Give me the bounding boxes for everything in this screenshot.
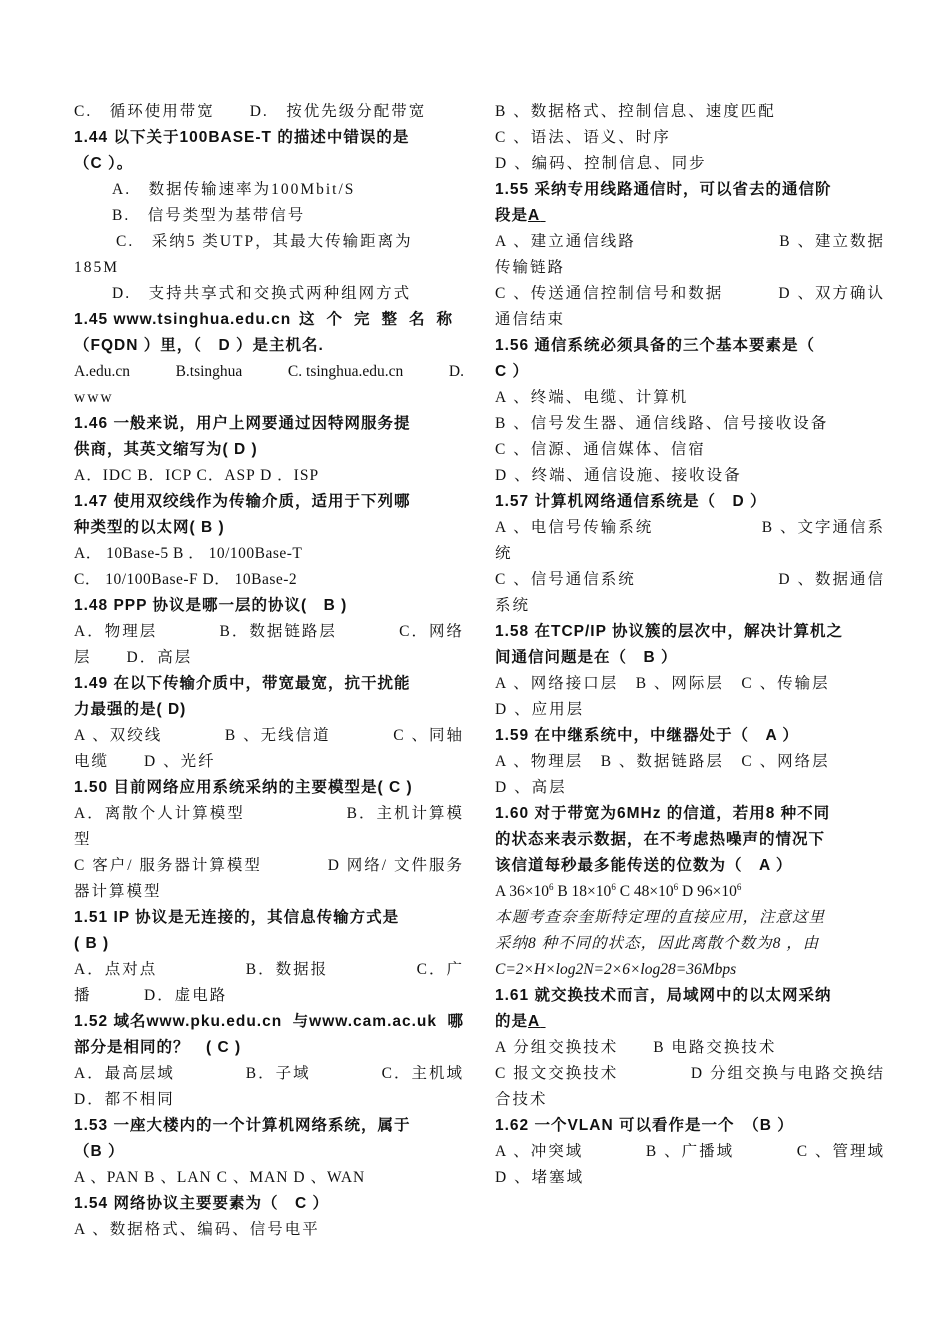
option-line: 185M bbox=[74, 259, 120, 276]
question-1-46: 1.46 一般来说，用户上网要通过因特网服务提 bbox=[74, 415, 411, 432]
question-line: （C ）。 bbox=[74, 155, 134, 172]
option-line: D 、堵塞域 bbox=[495, 1169, 585, 1186]
text-span: C．主机域 bbox=[381, 1065, 464, 1082]
option-line: D．都不相同 bbox=[74, 1091, 175, 1108]
underline-tail bbox=[540, 1013, 545, 1030]
question-1-48: 1.48 PPP 协议是哪一层的协议( B ) bbox=[74, 597, 348, 614]
question-line: 种类型的以太网( B ) bbox=[74, 519, 225, 536]
text-span: B 、建立数据 bbox=[779, 233, 885, 250]
text-span: B 、无线信道 bbox=[224, 727, 331, 744]
option-line: B 、信号发生器、通信线路、信号接收设备 bbox=[495, 415, 829, 432]
question-1-45 bbox=[74, 307, 464, 333]
question-line: C ） bbox=[495, 363, 530, 380]
text-span: 的是 bbox=[495, 1013, 529, 1030]
text-span: C 、传送通信控制信号和数据 bbox=[495, 285, 724, 302]
text-span: A 、双绞线 bbox=[74, 727, 163, 744]
text-span: D 分组交换与电路交换结 bbox=[690, 1065, 885, 1082]
answer-underlined: A bbox=[528, 1013, 541, 1030]
left-column bbox=[74, 99, 464, 1243]
underline-tail bbox=[540, 207, 545, 224]
answer-underlined: A bbox=[528, 207, 541, 224]
option-line: A 、数据格式、编码、信号电平 bbox=[74, 1221, 320, 1238]
text-span: C 、管理域 bbox=[796, 1143, 885, 1160]
option-line: www bbox=[74, 389, 114, 406]
superscript: 6 bbox=[548, 881, 554, 892]
text-span: A．最高层域 bbox=[74, 1065, 175, 1082]
text-span: C 、信号通信系统 bbox=[495, 571, 636, 588]
question-1-58: 1.58 在TCP/IP 协议簇的层次中，解决计算机之 bbox=[495, 623, 843, 640]
option-line bbox=[495, 281, 885, 307]
text-span: B.tsinghua bbox=[175, 363, 243, 380]
text-span: A．离散个人计算模型 bbox=[74, 805, 245, 822]
text-span: A 、冲突域 bbox=[495, 1143, 584, 1160]
option-line bbox=[74, 853, 464, 879]
question-line: 该信道每秒最多能传送的位数为（ A ） bbox=[495, 857, 793, 874]
option-line bbox=[74, 619, 464, 645]
option-line bbox=[495, 567, 885, 593]
option-line bbox=[495, 1139, 885, 1165]
option-line bbox=[495, 229, 885, 255]
option-line: B 、数据格式、控制信息、速度匹配 bbox=[495, 103, 776, 120]
question-1-49: 1.49 在以下传输介质中，带宽最宽，抗干扰能 bbox=[74, 675, 411, 692]
option-line: A 、终端、电缆、计算机 bbox=[495, 389, 689, 406]
text-span: B．数据链路层 bbox=[219, 623, 337, 640]
question-1-44: 1.44 以下关于100BASE-T 的描述中错误的是 bbox=[74, 129, 410, 146]
text-span: 段是 bbox=[495, 207, 529, 224]
text-span: B．主机计算模 bbox=[346, 805, 464, 822]
option-line: 型 bbox=[74, 831, 92, 848]
question-1-60: 1.60 对于带宽为6MHz 的信道，若用8 种不同 bbox=[495, 805, 831, 822]
question-1-55: 1.55 采纳专用线路通信时，可以省去的通信阶 bbox=[495, 181, 832, 198]
text-span: D 网络/ 文件服务 bbox=[327, 857, 464, 874]
option-line: 电缆 D 、光纤 bbox=[74, 753, 216, 770]
text-span: B 18×10 bbox=[557, 883, 612, 900]
text-span: A 、电信号传输系统 bbox=[495, 519, 654, 536]
text-span: C 、同轴 bbox=[393, 727, 464, 744]
text-span: C 客户/ 服务器计算模型 bbox=[74, 857, 262, 874]
question-1-56: 1.56 通信系统必须具备的三个基本要素是（ bbox=[495, 337, 815, 354]
superscript: 6 bbox=[736, 881, 742, 892]
text-span: 这个完整名称 bbox=[298, 311, 464, 328]
option-line: D 、应用层 bbox=[495, 701, 585, 718]
text-span: B 、文字通信系 bbox=[761, 519, 885, 536]
option-line: 器计算模型 bbox=[74, 883, 162, 900]
question-line bbox=[495, 203, 885, 229]
option-line: A 、物理层 B 、数据链路层 C 、网络层 bbox=[495, 753, 830, 770]
question-line: （B ） bbox=[74, 1143, 125, 1160]
option-line: 合技术 bbox=[495, 1091, 548, 1108]
text-span: B 、广播域 bbox=[645, 1143, 735, 1160]
option-line: 通信结束 bbox=[495, 311, 566, 328]
option-line: 系统 bbox=[495, 597, 531, 614]
text-span: D. bbox=[448, 363, 464, 380]
question-1-52 bbox=[74, 1009, 464, 1035]
text-span: B．子域 bbox=[245, 1065, 311, 1082]
option-line: D 、高层 bbox=[495, 779, 567, 796]
option-line: A 、网络接口层 B 、网际层 C 、传输层 bbox=[495, 675, 830, 692]
question-line: 的状态来表示数据，在不考虑热噪声的情况下 bbox=[495, 831, 826, 848]
option-line: D. 支持共享式和交换式两种组网方式 bbox=[112, 285, 412, 302]
option-line: 传输链路 bbox=[495, 259, 566, 276]
text-span: 1.52 域名www.pku.edu.cn bbox=[74, 1013, 283, 1030]
question-1-59: 1.59 在中继系统中，中继器处于（ A ） bbox=[495, 727, 799, 744]
question-line: ( B ) bbox=[74, 935, 110, 952]
question-1-54: 1.54 网络协议主要要素为（ C ） bbox=[74, 1195, 329, 1212]
text-span: C．广 bbox=[416, 961, 464, 978]
text-span: C 48×10 bbox=[619, 883, 674, 900]
explanation-line: C=2×H×log2N=2×6×log28=36Mbps bbox=[495, 961, 737, 978]
question-line: 供商，其英文缩写为( D ) bbox=[74, 441, 258, 458]
text-span: D 96×10 bbox=[682, 883, 737, 900]
question-1-47: 1.47 使用双绞线作为传输介质，适用于下列哪 bbox=[74, 493, 411, 510]
option-line: D 、终端、通信设施、接收设备 bbox=[495, 467, 742, 484]
question-line: 间通信问题是在（ B ） bbox=[495, 649, 678, 666]
option-line: A. 数据传输速率为100Mbit/S bbox=[112, 181, 356, 198]
question-line bbox=[495, 1009, 885, 1035]
option-line bbox=[74, 723, 464, 749]
text-span: C 报文交换技术 bbox=[495, 1065, 619, 1082]
option-line: C 、信源、通信媒体、信宿 bbox=[495, 441, 706, 458]
text-span: A．物理层 bbox=[74, 623, 158, 640]
option-line: D 、编码、控制信息、同步 bbox=[495, 155, 707, 172]
explanation-line: 采纳8 种不同的状态，因此离散个数为8 ，由 bbox=[495, 935, 820, 952]
text-span: C. tsinghua.edu.cn bbox=[287, 363, 404, 380]
option-line bbox=[495, 879, 885, 905]
question-line: （FQDN ）里，（ D ）是主机名. bbox=[74, 337, 324, 354]
question-line: 力最强的是( D) bbox=[74, 701, 187, 718]
text-span: D 、数据通信 bbox=[778, 571, 885, 588]
question-1-62: 1.62 一个VLAN 可以看作是一个 （B ） bbox=[495, 1117, 794, 1134]
right-column bbox=[495, 99, 885, 1191]
question-1-50: 1.50 目前网络应用系统采纳的主要模型是( C ) bbox=[74, 779, 413, 796]
superscript: 6 bbox=[673, 881, 679, 892]
option-line: C. 采纳5 类UTP，其最大传输距离为 bbox=[116, 233, 413, 250]
text-line: C. 循环使用带宽 D. 按优先级分配带宽 bbox=[74, 103, 427, 120]
superscript: 6 bbox=[611, 881, 616, 892]
question-1-61: 1.61 就交换技术而言，局域网中的以太网采纳 bbox=[495, 987, 832, 1004]
option-line: B. 信号类型为基带信号 bbox=[112, 207, 306, 224]
question-1-53: 1.53 一座大楼内的一个计算机网络系统，属于 bbox=[74, 1117, 411, 1134]
option-line bbox=[74, 801, 464, 827]
option-line bbox=[495, 515, 885, 541]
option-line: A． 10Base-5 B ． 10/100Base-T bbox=[74, 545, 303, 562]
text-span: C．网络 bbox=[399, 623, 464, 640]
option-line: C 、语法、语义、时序 bbox=[495, 129, 671, 146]
question-1-57: 1.57 计算机网络通信系统是（ D ） bbox=[495, 493, 767, 510]
option-line bbox=[74, 359, 464, 385]
text-span: A 、建立通信线路 bbox=[495, 233, 636, 250]
option-line: A 、PAN B 、LAN C 、MAN D 、WAN bbox=[74, 1169, 366, 1186]
option-line bbox=[495, 1061, 885, 1087]
question-1-51: 1.51 IP 协议是无连接的，其信息传输方式是 bbox=[74, 909, 400, 926]
option-line: C． 10/100Base-F D． 10Base-2 bbox=[74, 571, 298, 588]
text-span: A．点对点 bbox=[74, 961, 158, 978]
option-line: A 分组交换技术 B 电路交换技术 bbox=[495, 1039, 777, 1056]
text-span: A.edu.cn bbox=[74, 363, 130, 380]
option-line bbox=[74, 1061, 464, 1087]
text-span: 1.45 www.tsinghua.edu.cn bbox=[74, 311, 292, 328]
option-line: 层 D．高层 bbox=[74, 649, 193, 666]
option-line: A．IDC B．ICP C．ASP D ．ISP bbox=[74, 467, 320, 484]
explanation-line: 本题考查奈奎斯特定理的直接应用，注意这里 bbox=[495, 909, 826, 926]
question-line: 部分是相同的？ ( C ) bbox=[74, 1039, 242, 1056]
option-line bbox=[74, 957, 464, 983]
text-span: D 、双方确认 bbox=[778, 285, 885, 302]
text-span: A 36×10 bbox=[495, 883, 549, 900]
text-span: 与www.cam.ac.uk bbox=[292, 1013, 438, 1030]
text-span: 哪 bbox=[447, 1013, 464, 1030]
option-line: 统 bbox=[495, 545, 513, 562]
option-line: 播 D．虚电路 bbox=[74, 987, 228, 1004]
text-span: B．数据报 bbox=[245, 961, 329, 978]
